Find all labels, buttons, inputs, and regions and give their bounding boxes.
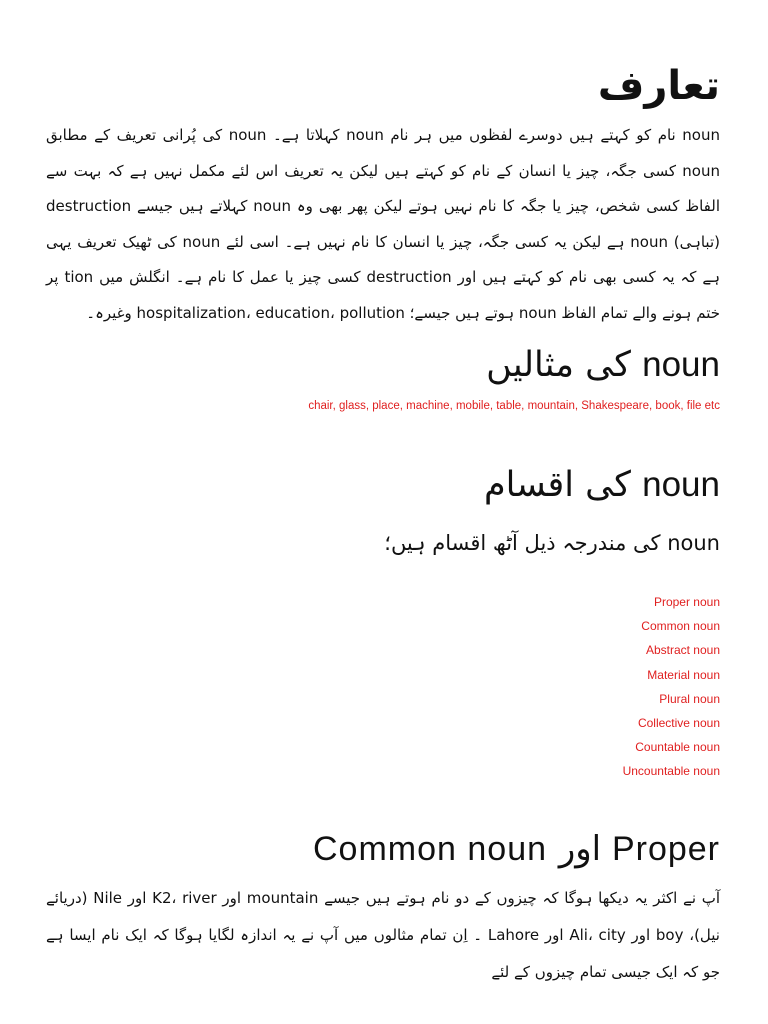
list-item: Common noun: [641, 619, 720, 634]
list-item: Uncountable noun: [622, 764, 720, 779]
examples-heading-en: noun: [642, 345, 720, 384]
list-item: Abstract noun: [645, 643, 720, 658]
examples-heading: [48, 340, 720, 390]
list-item: Proper noun: [653, 595, 720, 609]
types-heading-ur: کی اقسام: [484, 465, 631, 505]
types-subheading: noun کی مندرجہ ذیل آٹھ اقسام ہیں؛: [384, 531, 720, 555]
list-item: Plural noun: [659, 691, 720, 706]
list-item: Collective noun: [637, 715, 720, 730]
noun-types-list: [420, 590, 720, 784]
section-heading-joiner: اور: [558, 829, 602, 869]
section-heading-left: Common noun: [313, 830, 548, 868]
examples-list: chair, glass, place, machine, mobile, table, mountain, Shakespeare, book, file etc: [308, 400, 720, 412]
list-item: Material noun: [647, 667, 720, 682]
types-heading: [48, 460, 720, 510]
section-heading: [48, 826, 720, 872]
examples-heading-ur: کی مثالیں: [486, 345, 631, 385]
intro-paragraph: noun نام کو کہتے ہیں دوسرے لفظوں میں ہر نام noun کہلاتا ہے۔ noun کی پُرانی تعریف کے مطابق noun کسی جگہ، چیز یا انسان کے نام کو کہتے ہیں لیکن یہ تعریف اس لئے مکمل نہیں ہے کہ بہت سے الفاظ کسی شخص، چیز یا جگہ کا نام نہیں ہوتے لیکن پھر بھی وہ noun کہلاتے ہیں جیسے destruction (تباہی) noun ہے لیکن یہ کسی جگہ، چیز یا انسان کا نام نہیں ہے۔ اسی لئے noun کی ٹھیک تعریف یہی ہے کہ یہ کسی بھی نام کو کہتے ہیں اور destruction کسی چیز یا عمل کا نام ہے۔ انگلش میں tion پر ختم ہونے والے تمام الفاظ noun ہوتے ہیں جیسے؛ hospitalization، education، pollution وغیرہ۔: [46, 126, 721, 322]
types-heading-en: noun: [642, 465, 720, 504]
list-item: Countable noun: [635, 740, 720, 755]
intro-title: تعارف: [597, 63, 720, 109]
section-heading-right: Proper: [611, 830, 720, 868]
section-paragraph: آپ نے اکثر یہ دیکھا ہوگا کہ چیزوں کے دو نام ہوتے ہیں جیسے mountain اور K2، river اور Nile (دریائے نیل)، boy اور Ali، city اور Lahore ۔ اِن تمام مثالوں میں آپ نے یہ اندازہ لگایا ہوگا کہ ایک نام ایسا ہے جو کہ ایک جیسی تمام چیزوں کے لئے: [46, 889, 721, 981]
